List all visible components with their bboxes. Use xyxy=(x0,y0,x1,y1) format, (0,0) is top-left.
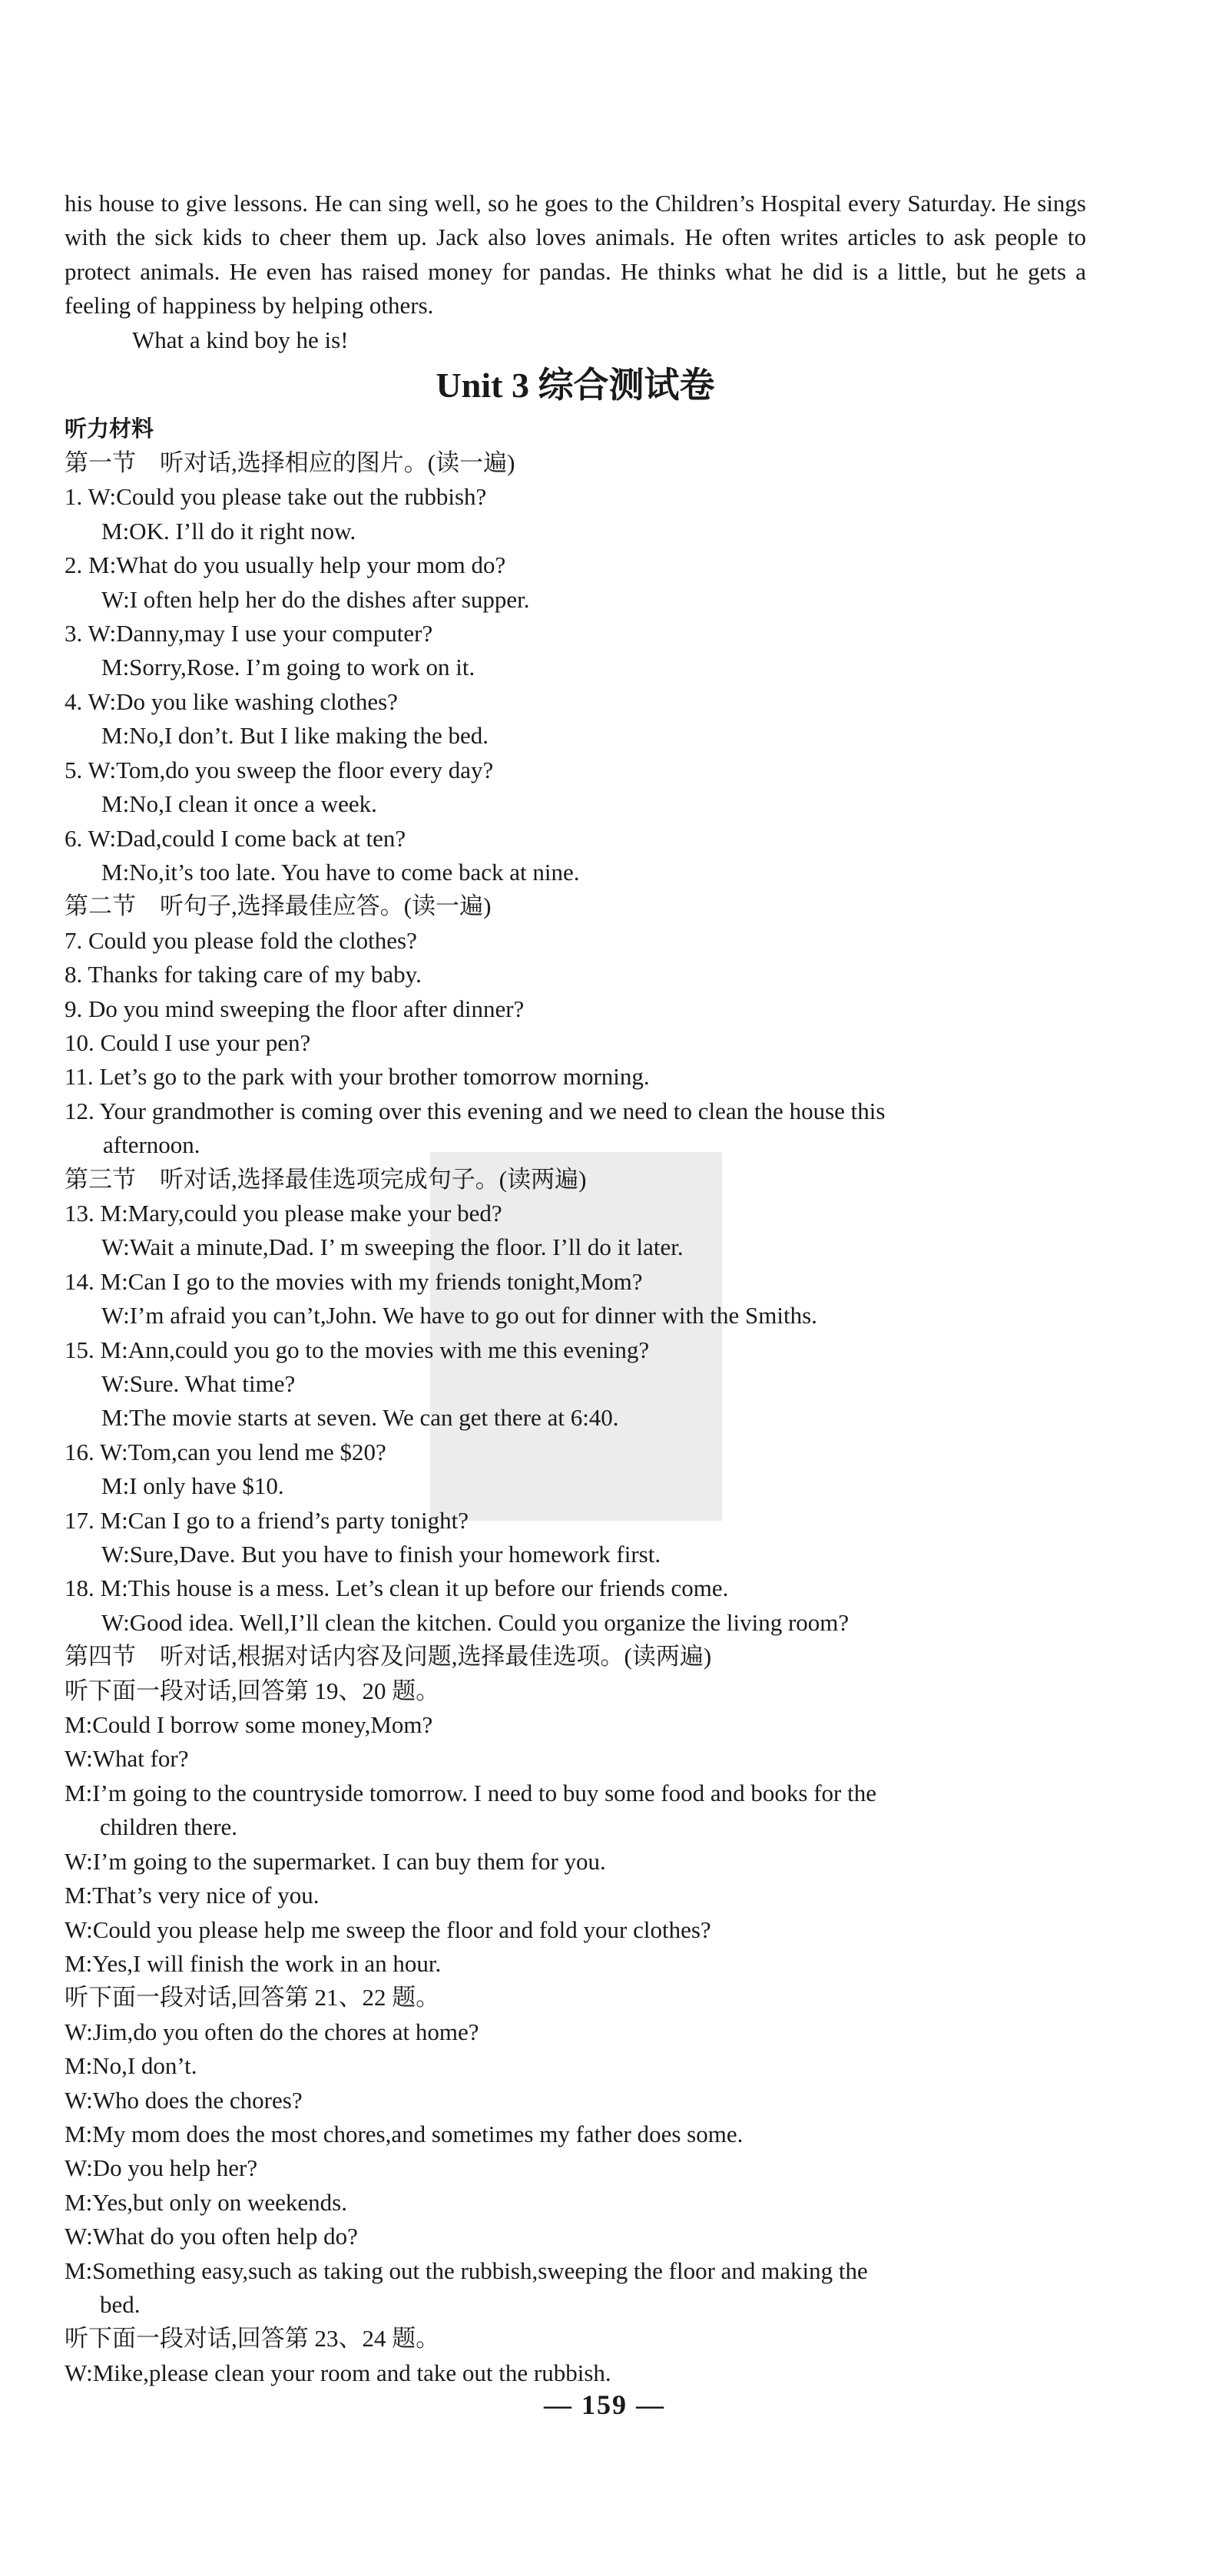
dialogue-line: W:I’m going to the supermarket. I can buy them for you. xyxy=(65,1847,606,1875)
dialogue-line: W:I often help her do the dishes after supper. xyxy=(101,585,530,613)
section-3 xyxy=(65,1163,1086,1641)
section-2-lines xyxy=(65,924,1086,1163)
section-1 xyxy=(65,446,1086,889)
dialogue-line: 17. M:Can I go to a friend’s party tonight? xyxy=(65,1506,469,1534)
dialogue-line: W:What for? xyxy=(65,1745,189,1773)
dialogue-line: M:No,I clean it once a week. xyxy=(101,790,377,818)
dialogue-line: W:Could you please help me sweep the floor and fold your clothes? xyxy=(65,1915,711,1943)
dialogue-line: 13. M:Mary,could you please make your bed? xyxy=(65,1199,502,1227)
section-4-header: 第四节 听对话,根据对话内容及问题,选择最佳选项。(读两遍) xyxy=(65,1643,712,1670)
dialogue-line: bed. xyxy=(100,2290,141,2318)
dialogue-line: 7. Could you please fold the clothes? xyxy=(65,926,417,954)
dialogue-line: 18. M:This house is a mess. Let’s clean it up before our friends come. xyxy=(65,1574,729,1602)
dialogue-line: 6. W:Dad,could I come back at ten? xyxy=(65,824,406,852)
dialogue-line: M:No,I don’t. xyxy=(65,2052,197,2080)
section-4 xyxy=(65,1640,1086,2390)
dialogue-line: W:Jim,do you often do the chores at home? xyxy=(65,2018,479,2045)
dialogue-line: W:Mike,please clean your room and take out the rubbish. xyxy=(65,2359,611,2386)
dialogue-line: 听下面一段对话,回答第 19、20 题。 xyxy=(65,1677,440,1704)
dialogue-line: 听下面一段对话,回答第 23、24 题。 xyxy=(65,2325,440,2353)
dialogue-line: 16. W:Tom,can you lend me $20? xyxy=(65,1438,386,1465)
dialogue-line: children there. xyxy=(100,1813,238,1841)
dialogue-line: M:Yes,but only on weekends. xyxy=(65,2188,347,2216)
dialogue-line: M:My mom does the most chores,and sometimes my father does some. xyxy=(65,2120,744,2147)
dialogue-line: M:Yes,I will finish the work in an hour. xyxy=(65,1949,442,1977)
dialogue-line: W:Who does the chores? xyxy=(65,2086,303,2114)
dialogue-line: 10. Could I use your pen? xyxy=(65,1028,311,1056)
dialogue-line: 14. M:Can I go to the movies with my friends tonight,Mom? xyxy=(65,1267,643,1295)
dialogue-line: M:I only have $10. xyxy=(101,1472,284,1500)
dialogue-line: W:Do you help her? xyxy=(65,2154,258,2182)
dialogue-line: W:Sure. What time? xyxy=(101,1370,296,1397)
section-2 xyxy=(65,889,1086,1162)
dialogue-line: 听下面一段对话,回答第 21、22 题。 xyxy=(65,1984,440,2011)
section-heading: 听力材料 xyxy=(65,416,154,442)
dialogue-line: M:The movie starts at seven. We can get there at 6:40. xyxy=(101,1404,619,1432)
dialogue-line: 5. W:Tom,do you sweep the floor every day? xyxy=(65,756,494,783)
dialogue-line: W:Good idea. Well,I’ll clean the kitchen. Could you organize the living room? xyxy=(101,1608,850,1636)
section-3-lines xyxy=(65,1197,1086,1640)
intro-paragraph: his house to give lessons. He can sing well, so he goes to the Children’s Hospital every Saturday. He sings with the sick kids to cheer them up. Jack also loves animals. He often writes articles to ask people to protect animals. He even has raised money for pandas. He thinks what he did is a little, but he gets a feeling of happiness by helping others. xyxy=(65,190,1086,320)
dialogue-line: 2. M:What do you usually help your mom do? xyxy=(65,551,506,579)
section-4-lines xyxy=(65,1674,1086,2391)
dialogue-line: W:Sure,Dave. But you have to finish your homework first. xyxy=(101,1541,661,1568)
dialogue-line: M:No,I don’t. But I like making the bed. xyxy=(101,722,489,750)
dialogue-line: 3. W:Danny,may I use your computer? xyxy=(65,620,433,647)
dialogue-line: 9. Do you mind sweeping the floor after dinner? xyxy=(65,995,525,1022)
dialogue-line: 4. W:Do you like washing clothes? xyxy=(65,687,398,715)
dialogue-line: W:Wait a minute,Dad. I’ m sweeping the floor. I’ll do it later. xyxy=(101,1233,684,1261)
dialogue-line: afternoon. xyxy=(103,1131,200,1159)
dialogue-line: M:No,it’s too late. You have to come back at nine. xyxy=(101,858,580,886)
dialogue-line: M:I’m going to the countryside tomorrow. I need to buy some food and books for the xyxy=(65,1779,876,1806)
dialogue-line: 11. Let’s go to the park with your brother tomorrow morning. xyxy=(65,1063,650,1091)
dialogue-line: M:OK. I’ll do it right now. xyxy=(101,517,356,545)
dialogue-line: M:That’s very nice of you. xyxy=(65,1882,320,1909)
intro-closing: What a kind boy he is! xyxy=(132,326,349,353)
dialogue-line: M:Something easy,such as taking out the rubbish,sweeping the floor and making the xyxy=(65,2256,868,2284)
dialogue-line: W:What do you often help do? xyxy=(65,2223,358,2250)
dialogue-line: M:Could I borrow some money,Mom? xyxy=(65,1711,433,1739)
section-3-header: 第三节 听对话,选择最佳选项完成句子。(读两遍) xyxy=(65,1165,587,1193)
section-1-lines xyxy=(65,480,1086,889)
dialogue-line: M:Sorry,Rose. I’m going to work on it. xyxy=(101,654,475,681)
page-number: — 159 — xyxy=(544,2389,665,2420)
dialogue-line: 15. M:Ann,could you go to the movies with me this evening? xyxy=(65,1336,650,1363)
section-2-header: 第二节 听句子,选择最佳应答。(读一遍) xyxy=(65,892,492,920)
section-1-header: 第一节 听对话,选择相应的图片。(读一遍) xyxy=(65,449,515,477)
dialogue-line: 1. W:Could you please take out the rubbish? xyxy=(65,483,487,511)
dialogue-line: 8. Thanks for taking care of my baby. xyxy=(65,961,422,988)
dialogue-line: 12. Your grandmother is coming over this evening and we need to clean the house this xyxy=(65,1097,886,1124)
dialogue-line: W:I’m afraid you can’t,John. We have to go out for dinner with the Smiths. xyxy=(101,1302,817,1329)
page-content xyxy=(65,187,1086,2390)
page-title: Unit 3 综合测试卷 xyxy=(436,366,715,406)
